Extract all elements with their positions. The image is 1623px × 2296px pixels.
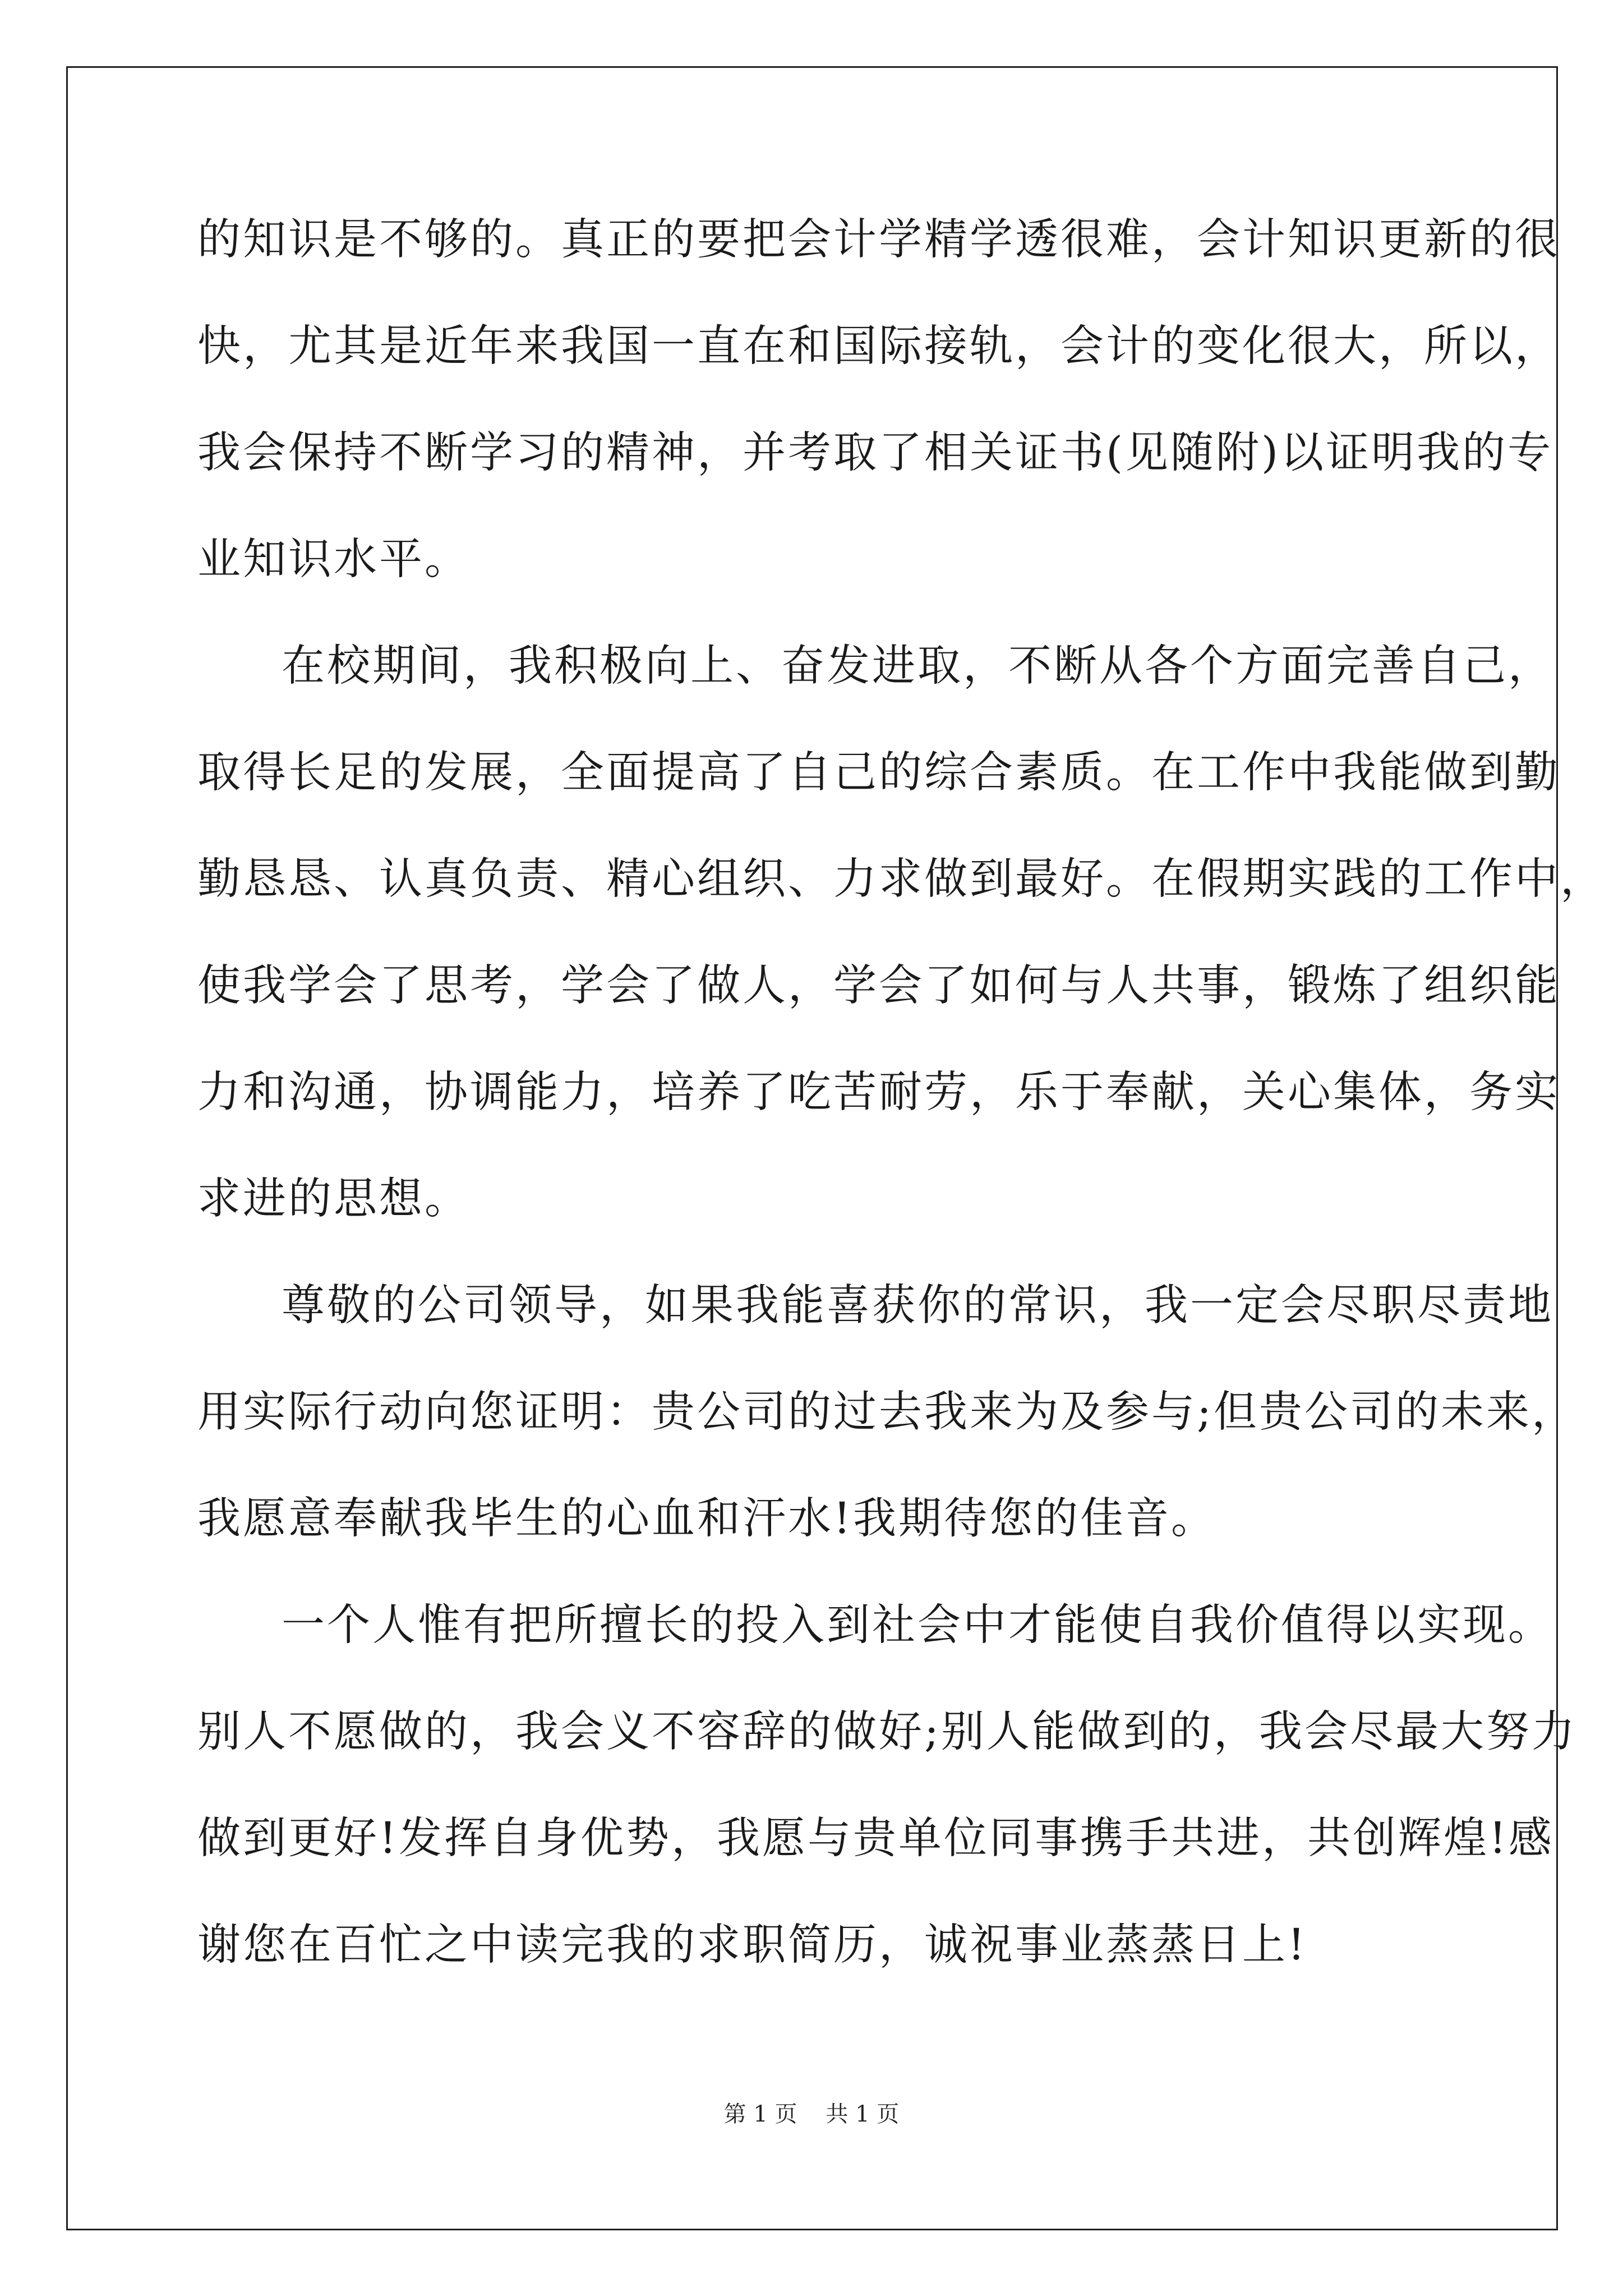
text-line: 勤恳恳、认真负责、精心组织、力求做到最好。在假期实践的工作中， bbox=[197, 854, 1606, 904]
text-line: 快，尤其是近年来我国一直在和国际接轨，会计的变化很大，所以， bbox=[197, 321, 1560, 371]
text-line: 使我学会了思考，学会了做人，学会了如何与人共事，锻炼了组织能 bbox=[197, 961, 1560, 1011]
text-line: 谢您在百忙之中读完我的求职简历，诚祝事业蒸蒸日上! bbox=[197, 1920, 1307, 1970]
page-number-total: 共 1 页 bbox=[826, 2101, 900, 2127]
paragraph-first-line: 在校期间，我积极向上、奋发进取，不断从各个方面完善自己， bbox=[282, 641, 1553, 691]
text-line: 取得长足的发展，全面提高了自己的综合素质。在工作中我能做到勤 bbox=[197, 748, 1560, 798]
text-line: 别人不愿做的，我会义不容辞的做好;别人能做到的，我会尽最大努力 bbox=[197, 1707, 1577, 1757]
text-line: 做到更好!发挥自身优势，我愿与贵单位同事携手共进，共创辉煌!感 bbox=[197, 1814, 1554, 1864]
text-line: 我会保持不断学习的精神，并考取了相关证书(见随附)以证明我的专 bbox=[197, 428, 1553, 478]
text-line: 我愿意奉献我毕生的心血和汗水!我期待您的佳音。 bbox=[197, 1494, 1216, 1544]
paragraph-first-line: 尊敬的公司领导，如果我能喜获你的常识，我一定会尽职尽责地 bbox=[282, 1281, 1553, 1331]
page-number-current: 第 1 页 bbox=[723, 2101, 797, 2127]
text-line: 用实际行动向您证明：贵公司的过去我来为及参与;但贵公司的未来， bbox=[197, 1387, 1577, 1437]
text-line: 业知识水平。 bbox=[197, 535, 470, 585]
text-line: 求进的思想。 bbox=[197, 1174, 470, 1224]
text-line: 力和沟通，协调能力，培养了吃苦耐劳，乐于奉献，关心集体，务实 bbox=[197, 1068, 1560, 1117]
document-body bbox=[197, 213, 1606, 2025]
page-footer bbox=[0, 2101, 1623, 2128]
text-line: 的知识是不够的。真正的要把会计学精学透很难，会计知识更新的很 bbox=[197, 215, 1560, 265]
paragraph-first-line: 一个人惟有把所擅长的投入到社会中才能使自我价值得以实现。 bbox=[282, 1600, 1553, 1650]
